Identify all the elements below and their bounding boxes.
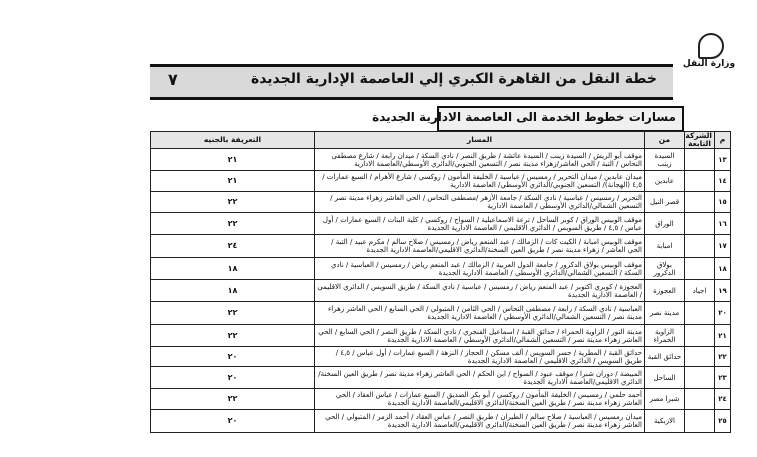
row-number: ١٣ xyxy=(715,149,731,171)
row-number: ١٩ xyxy=(715,280,731,302)
row-company xyxy=(685,389,715,410)
row-fare: ١٨ xyxy=(151,280,315,302)
table-row xyxy=(151,280,731,302)
row-route: موقف الوبيس الوراق / كوبر الساحل / ترعة الاسماعيلية / السواح / روكسي / كلية البنات / السبع عمارات / أول عباس / ٤,٥ / طريق السويس / الدائري الاقليمي / العاصمة الادارية الجديدة xyxy=(315,213,645,235)
table-row xyxy=(151,367,731,389)
row-number: ١٨ xyxy=(715,258,731,280)
row-company xyxy=(685,192,715,213)
ministry-logo xyxy=(678,33,740,77)
row-route: العباسية / نادي السكة / رابعة / مصطفى النحاس / الحي الثامن / المتبولي / الحي السابع / الحي العاشر زهراء مدينة نصر / التسعين الشمالي/الدائري الأوسطي / العاصمة الادارية الجديدة xyxy=(315,302,645,325)
page-title: خطة النقل من القاهرة الكبري إلي العاصمة الإدارية الجديدة xyxy=(250,71,657,87)
row-company xyxy=(685,302,715,325)
row-fare: ٢٠ xyxy=(151,410,315,433)
table-row xyxy=(151,302,731,325)
table-row xyxy=(151,389,731,410)
row-company xyxy=(685,325,715,347)
row-number: ٢٤ xyxy=(715,389,731,410)
table-row xyxy=(151,192,731,213)
section-title-box xyxy=(372,106,684,132)
row-fare: ٢١ xyxy=(151,171,315,192)
row-from: حدائق القبة xyxy=(645,347,685,367)
row-number: ٢٢ xyxy=(715,347,731,367)
row-fare: ٢٢ xyxy=(151,389,315,410)
row-company xyxy=(685,171,715,192)
header-no: م xyxy=(715,132,731,149)
row-fare: ٢٤ xyxy=(151,235,315,258)
row-route: التحرير / رمسيس / عباسية / نادي السكة / جامعة الأزهر /مصطفى النحاس / الحي العاشر زهراء مدينة نصر / التسعين الشمالي/الدائري الأوسطي / العاصمة الادارية xyxy=(315,192,645,213)
header-from: من xyxy=(645,132,685,149)
row-route: المبيضة / دوران شبرا / موقف عبود / السواح / ابن الحكم / الحي العاشر زهراء مدينة نصر / طريق العين السخنة/الدائري الاقليمي/العاصمة الادارية الجديدة xyxy=(315,367,645,389)
row-from: الساحل xyxy=(645,367,685,389)
row-from: الازبكية xyxy=(645,410,685,433)
row-fare: ٢١ xyxy=(151,149,315,171)
row-route: أحمد حلمي / رمسيس / الخليفة المأمون / روكسي / أبو بكر الصديق / السبع عمارات / عباس العقاد / الحي العاشر زهراء مدينة نصر / طريق العين السخنة/الدائري الاقليمي/العاصمة الادارية الجديدة xyxy=(315,389,645,410)
header-fare: التعريفة بالجنيه xyxy=(151,132,315,149)
row-number: ٢٥ xyxy=(715,410,731,433)
row-from: الوراق xyxy=(645,213,685,235)
row-from: قصر النيل xyxy=(645,192,685,213)
page-number: ٧ xyxy=(168,70,178,89)
row-number: ١٥ xyxy=(715,192,731,213)
row-fare: ٢٠ xyxy=(151,367,315,389)
title-bar xyxy=(150,64,673,100)
row-route: مدينة النور / الزاوية الحمراء / حدائق القبة / اسماعيل الفنجري / نادي السكة / طريق النصر / الحي السابع / الحي العاشر زهراء مدينة نصر / التسعين الشمالي/الدائري الأوسطي / العاصمة الادارية الجديدة xyxy=(315,325,645,347)
table-row xyxy=(151,171,731,192)
row-number: ٢٣ xyxy=(715,367,731,389)
table-row xyxy=(151,347,731,367)
row-company xyxy=(685,347,715,367)
ministry-emblem-icon xyxy=(698,33,724,59)
header-company: الشركة التابعة xyxy=(685,132,715,149)
row-fare: ٢٢ xyxy=(151,302,315,325)
logo-text: وزارة النقل xyxy=(682,59,736,69)
row-company xyxy=(685,235,715,258)
table-row xyxy=(151,410,731,433)
routes-table xyxy=(150,131,731,433)
row-fare: ٢٢ xyxy=(151,325,315,347)
row-from: مدينة نصر xyxy=(645,302,685,325)
row-from: الزاوية الحمراء xyxy=(645,325,685,347)
table-row xyxy=(151,235,731,258)
row-company xyxy=(685,410,715,433)
row-from: شبرا مصر xyxy=(645,389,685,410)
header-route: المسار xyxy=(315,132,645,149)
row-fare: ٢٢ xyxy=(151,192,315,213)
row-from: امبابة xyxy=(645,235,685,258)
row-from: العجوزة xyxy=(645,280,685,302)
row-route: ميدان عابدين / ميدان التحرير / رمسيس / عباسية / الخليفة المأمون / روكسي / شارع الأهرام / السبع عمارات / ٤,٥ (الهجانة)/ التسعين الجنوبي/الدائري الأوسطي/ العاصمة الادارية xyxy=(315,171,645,192)
row-from: بولاق الدكرور xyxy=(645,258,685,280)
row-route: حدائق القبة / المطرية / جسر السويس / ألف مسكن / الحجاز / النزهة / السبع عمارات / أول عباس / ٤,٥ / طريق السويس / الدائري الاقليمي / العاصمة الادارية الجديدة xyxy=(315,347,645,367)
row-number: ٢١ xyxy=(715,325,731,347)
table-row xyxy=(151,325,731,347)
row-route: ميدان رمسيس / العباسية / صلاح سالم / الطيران / طريق النصر / عباس العقاد / أحمد الزمر / المتبولي / الحي العاشر زهراء مدينة نصر / طريق العين السخنة/الدائري الاقليمي/العاصمة الادارية الجديدة xyxy=(315,410,645,433)
row-route: موقف أبو الريش / السيدة زينب / السيدة عائشة / طريق النصر / نادي السكة / ميدان رابعة / شارع مصطفى النحاس / التبة / الحي العاشر/زهراء مدينة نصر / التسعين الجنوبي/الدائري الأوسطي/العاصمة الادارية xyxy=(315,149,645,171)
row-fare: ٢٢ xyxy=(151,213,315,235)
row-from: عابدين xyxy=(645,171,685,192)
row-fare: ٢٠ xyxy=(151,347,315,367)
row-number: ١٦ xyxy=(715,213,731,235)
table-row xyxy=(151,258,731,280)
row-company xyxy=(685,258,715,280)
row-number: ١٤ xyxy=(715,171,731,192)
row-company: اجياد xyxy=(685,280,715,302)
row-number: ٢٠ xyxy=(715,302,731,325)
row-from: السيدة زينب xyxy=(645,149,685,171)
row-route: العجوزة / كوبري اكتوبر / عبد المنعم رياض / رمسيس / عباسية / نادي السكة / طريق السويس / الدائري الاقليمي / العاصمة الادارية الجديدة xyxy=(315,280,645,302)
section-title: مسارات خطوط الخدمة الى العاصمة الادارية الجديدة xyxy=(372,110,676,124)
table-row xyxy=(151,213,731,235)
row-company xyxy=(685,213,715,235)
row-company xyxy=(685,149,715,171)
row-company xyxy=(685,367,715,389)
row-route: موقف الوبيس امبابة / الكيت كات / الزمالك / عبد المنعم رياض / رمسيس / صلاح سالم / مكرم عبيد / التبة / الحي العاشر / زهراء مدينة نصر / طريق العين السخنة/الدائري الاقليمي/العاصمة الادارية الجديدة xyxy=(315,235,645,258)
row-route: موقف الوبيس بولاق الدكرور / جامعة الدول العربية / الزمالك / عبد المنعم رياض / رمسيس / العباسية / نادي السكة / التسعين الشمالي/الدائري الأوسطي / العاصمة الادارية الجديدة xyxy=(315,258,645,280)
row-number: ١٧ xyxy=(715,235,731,258)
table-header-row xyxy=(151,132,731,149)
row-fare: ١٨ xyxy=(151,258,315,280)
table-row xyxy=(151,149,731,171)
